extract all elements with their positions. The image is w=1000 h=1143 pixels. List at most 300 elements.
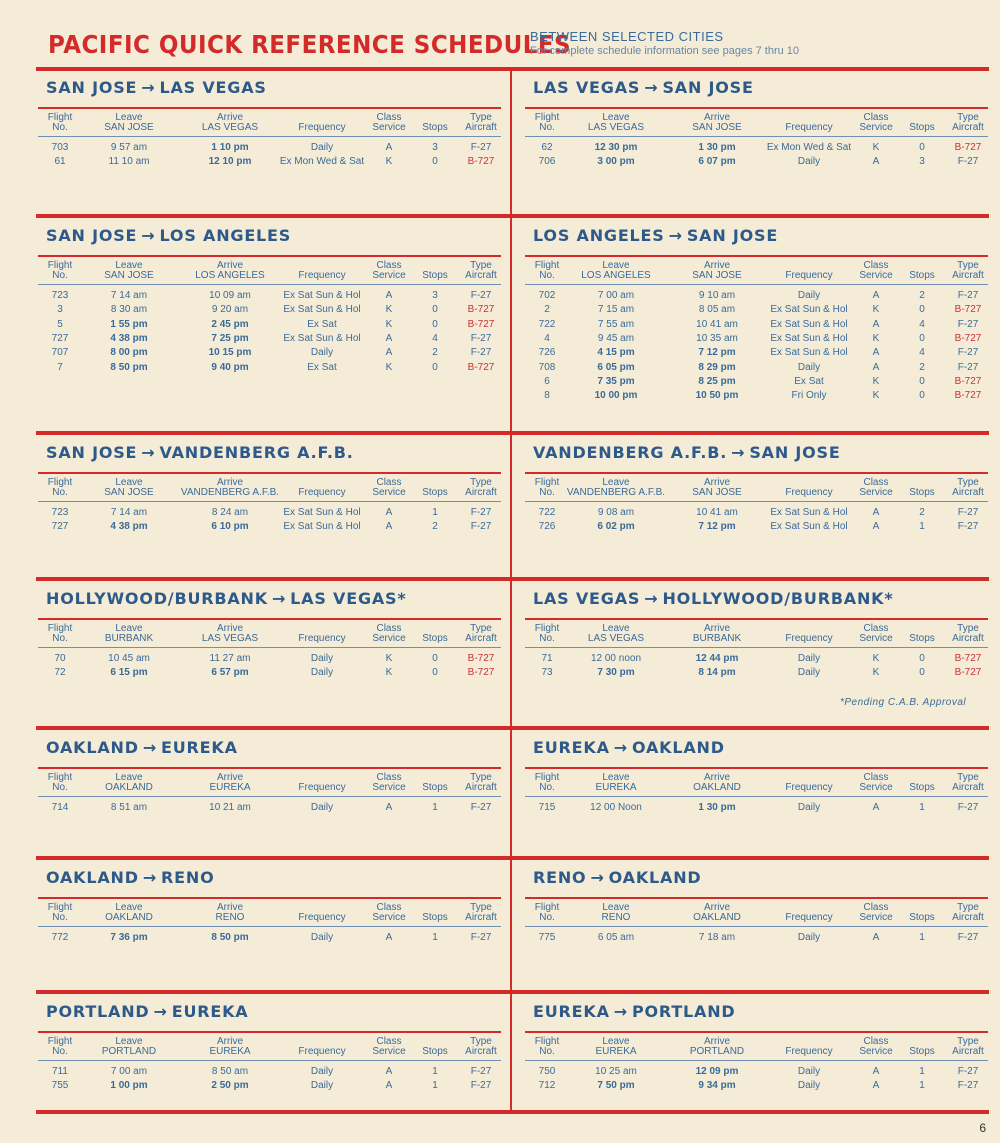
aircraft-type: B-727 bbox=[467, 653, 495, 664]
frequency: Ex Sat Sun & Hol bbox=[283, 290, 361, 301]
col-header-class: Class bbox=[376, 477, 402, 488]
col-header-frequency: Frequency bbox=[785, 912, 833, 923]
col-header-type: Type bbox=[470, 260, 492, 271]
arrive-time: 1 30 pm bbox=[698, 142, 736, 153]
col-header-frequency: Frequency bbox=[298, 487, 346, 498]
route-arrow-icon: → bbox=[141, 78, 156, 97]
frequency: Daily bbox=[797, 1080, 821, 1092]
frequency: Ex Sat Sun & Hol bbox=[283, 304, 361, 316]
stops: 0 bbox=[919, 667, 925, 679]
leave-time: 7 55 am bbox=[597, 318, 635, 330]
col-header-stops: Stops bbox=[909, 122, 935, 133]
frequency: Daily bbox=[310, 1080, 334, 1092]
frequency: Ex Sat bbox=[307, 318, 337, 330]
col-header-stops: Stops bbox=[422, 487, 448, 498]
route-destination: SAN JOSE bbox=[749, 443, 841, 462]
arrive-time: 6 10 pm bbox=[211, 521, 249, 533]
flight-number: 711 bbox=[52, 1066, 68, 1077]
stops: 0 bbox=[919, 390, 925, 402]
col-header-arrive-city: SAN JOSE bbox=[692, 122, 742, 133]
route-arrow-icon: → bbox=[731, 443, 746, 462]
col-header-leave-city: LAS VEGAS bbox=[587, 633, 645, 644]
route-destination: VANDENBERG A.F.B. bbox=[159, 443, 354, 462]
route-destination: LAS VEGAS bbox=[159, 78, 267, 97]
route-arrow-icon: → bbox=[668, 226, 683, 245]
arrive-time: 2 45 pm bbox=[211, 318, 249, 330]
class-service: K bbox=[385, 304, 393, 316]
arrive-time: 9 40 pm bbox=[211, 361, 249, 373]
frequency: Ex Mon Wed & Sat bbox=[766, 142, 852, 153]
col-header-arrive-city: LAS VEGAS bbox=[201, 122, 259, 133]
leave-time: 6 02 pm bbox=[597, 521, 635, 533]
arrive-time: 8 29 pm bbox=[698, 361, 736, 373]
arrive-time: 8 05 am bbox=[698, 304, 736, 316]
col-header-stops: Stops bbox=[909, 912, 935, 923]
flight-number: 772 bbox=[51, 932, 69, 943]
arrive-time: 12 10 pm bbox=[208, 156, 252, 168]
route-destination: EUREKA bbox=[161, 738, 238, 757]
route-destination: HOLLYWOOD/BURBANK* bbox=[662, 589, 894, 608]
frequency: Daily bbox=[310, 1066, 334, 1077]
col-header-leave: Leave bbox=[115, 477, 143, 488]
aircraft-type: F-27 bbox=[957, 361, 979, 373]
arrive-time: 8 14 pm bbox=[698, 667, 736, 679]
col-header-leave: Leave bbox=[602, 260, 630, 271]
pending-note: *Pending C.A.B. Approval bbox=[840, 697, 967, 708]
col-header-type: Aircraft bbox=[465, 1046, 497, 1057]
arrive-time: 10 09 am bbox=[209, 290, 251, 301]
frequency: Fri Only bbox=[791, 390, 827, 402]
flight-number: 755 bbox=[51, 1080, 69, 1092]
col-header-class: Class bbox=[376, 772, 402, 783]
col-header-class: Service bbox=[859, 912, 893, 923]
arrive-time: 11 27 am bbox=[209, 653, 251, 664]
column-rule bbox=[38, 926, 501, 927]
route-origin: EUREKA bbox=[533, 1002, 610, 1021]
leave-time: 1 00 pm bbox=[110, 1080, 148, 1092]
frequency: Daily bbox=[310, 802, 334, 813]
col-header-type: Aircraft bbox=[465, 487, 497, 498]
col-header-flight: Flight bbox=[47, 902, 73, 913]
col-header-leave: Leave bbox=[115, 1036, 143, 1047]
aircraft-type: F-27 bbox=[470, 1080, 492, 1092]
col-header-arrive: Arrive bbox=[216, 477, 244, 488]
route-arrow-icon: → bbox=[644, 589, 659, 608]
stops: 0 bbox=[919, 304, 925, 316]
col-header-type: Type bbox=[470, 477, 492, 488]
arrive-time: 6 07 pm bbox=[698, 156, 736, 168]
flight-number: 726 bbox=[538, 347, 556, 359]
col-header-flight: No. bbox=[539, 270, 555, 281]
leave-time: 4 38 pm bbox=[110, 332, 148, 344]
flight-number: 703 bbox=[51, 142, 69, 153]
leave-time: 9 45 am bbox=[597, 332, 635, 344]
aircraft-type: F-27 bbox=[470, 507, 492, 518]
col-header-type: Aircraft bbox=[465, 270, 497, 281]
col-header-frequency: Frequency bbox=[785, 633, 833, 644]
col-header-type: Aircraft bbox=[465, 633, 497, 644]
col-header-leave: Leave bbox=[602, 772, 630, 783]
class-service: A bbox=[385, 802, 393, 813]
leave-time: 6 05 am bbox=[597, 932, 635, 943]
col-header-flight: Flight bbox=[47, 477, 73, 488]
frequency: Ex Sat Sun & Hol bbox=[770, 318, 848, 330]
col-header-class: Service bbox=[859, 633, 893, 644]
aircraft-type: F-27 bbox=[957, 347, 979, 359]
col-header-frequency: Frequency bbox=[298, 122, 346, 133]
flight-number: 2 bbox=[544, 304, 550, 316]
col-header-type: Aircraft bbox=[952, 122, 984, 133]
col-header-flight: No. bbox=[539, 633, 555, 644]
col-header-stops: Stops bbox=[909, 782, 935, 793]
col-header-flight: Flight bbox=[534, 902, 560, 913]
route-title bbox=[46, 443, 354, 462]
frequency: Ex Sat Sun & Hol bbox=[283, 521, 361, 533]
column-rule bbox=[525, 647, 988, 648]
stops: 1 bbox=[432, 802, 438, 813]
column-rule bbox=[38, 284, 501, 285]
leave-time: 10 45 am bbox=[108, 653, 150, 664]
col-header-leave: Leave bbox=[115, 772, 143, 783]
arrive-time: 12 44 pm bbox=[695, 653, 739, 664]
aircraft-type: F-27 bbox=[470, 521, 492, 533]
leave-time: 7 00 am bbox=[110, 1066, 148, 1077]
route-origin: LAS VEGAS bbox=[533, 589, 641, 608]
route-arrow-icon: → bbox=[142, 868, 158, 887]
aircraft-type: B-727 bbox=[954, 332, 982, 344]
header-rule bbox=[38, 472, 501, 474]
class-service: A bbox=[872, 361, 880, 373]
column-rule bbox=[525, 796, 988, 797]
flight-number: 722 bbox=[538, 318, 556, 330]
route-arrow-icon: → bbox=[141, 226, 156, 245]
header-rule bbox=[38, 767, 501, 769]
flight-number: 61 bbox=[54, 156, 66, 168]
aircraft-type: F-27 bbox=[957, 932, 979, 943]
stops: 2 bbox=[432, 347, 438, 359]
class-service: K bbox=[385, 653, 393, 664]
header-rule bbox=[38, 897, 501, 899]
col-header-stops: Stops bbox=[422, 633, 448, 644]
column-rule bbox=[38, 647, 501, 648]
section-divider bbox=[36, 577, 989, 581]
frequency: Ex Sat Sun & Hol bbox=[770, 347, 848, 359]
col-header-type: Aircraft bbox=[952, 782, 984, 793]
col-header-stops: Stops bbox=[422, 782, 448, 793]
header-rule bbox=[38, 618, 501, 620]
stops: 0 bbox=[432, 653, 438, 664]
col-header-arrive: Arrive bbox=[216, 772, 244, 783]
col-header-type: Type bbox=[470, 902, 492, 913]
route-title bbox=[533, 868, 701, 887]
stops: 1 bbox=[919, 521, 925, 533]
route-origin: OAKLAND bbox=[46, 868, 139, 887]
col-header-flight: No. bbox=[52, 270, 68, 281]
col-header-type: Type bbox=[957, 623, 979, 634]
section-divider bbox=[36, 431, 989, 435]
aircraft-type: B-727 bbox=[467, 156, 495, 168]
stops: 2 bbox=[432, 521, 438, 533]
col-header-frequency: Frequency bbox=[298, 633, 346, 644]
frequency: Daily bbox=[797, 653, 821, 664]
arrive-time: 10 41 am bbox=[696, 318, 738, 330]
header-rule bbox=[38, 255, 501, 257]
flight-number: 71 bbox=[541, 653, 553, 664]
col-header-type: Aircraft bbox=[952, 633, 984, 644]
col-header-frequency: Frequency bbox=[785, 782, 833, 793]
class-service: A bbox=[385, 932, 393, 943]
leave-time: 9 08 am bbox=[597, 507, 635, 518]
leave-time: 4 15 pm bbox=[597, 347, 635, 359]
leave-time: 3 00 pm bbox=[597, 156, 635, 168]
route-origin: EUREKA bbox=[533, 738, 610, 757]
stops: 1 bbox=[432, 1080, 438, 1092]
flight-number: 723 bbox=[51, 507, 69, 518]
flight-number: 775 bbox=[538, 932, 556, 943]
col-header-leave: Leave bbox=[115, 112, 143, 123]
col-header-leave: Leave bbox=[115, 623, 143, 634]
section-divider bbox=[36, 990, 989, 994]
class-service: A bbox=[872, 347, 880, 359]
col-header-class: Class bbox=[863, 477, 889, 488]
leave-time: 4 38 pm bbox=[110, 521, 148, 533]
route-title bbox=[46, 868, 214, 887]
col-header-frequency: Frequency bbox=[298, 782, 346, 793]
column-rule bbox=[38, 796, 501, 797]
leave-time: 7 15 am bbox=[597, 304, 635, 316]
class-service: K bbox=[385, 361, 393, 373]
aircraft-type: F-27 bbox=[957, 156, 979, 168]
col-header-leave: Leave bbox=[602, 112, 630, 123]
col-header-arrive: Arrive bbox=[703, 1036, 731, 1047]
class-service: A bbox=[872, 932, 880, 943]
flight-number: 750 bbox=[538, 1066, 556, 1077]
class-service: K bbox=[872, 375, 880, 387]
leave-time: 8 51 am bbox=[110, 802, 148, 813]
leave-time: 7 00 am bbox=[597, 290, 635, 301]
frequency: Ex Sat Sun & Hol bbox=[770, 521, 848, 533]
col-header-stops: Stops bbox=[909, 270, 935, 281]
aircraft-type: B-727 bbox=[954, 653, 982, 664]
col-header-arrive: Arrive bbox=[703, 902, 731, 913]
column-rule bbox=[525, 136, 988, 137]
route-title bbox=[46, 738, 238, 757]
col-header-flight: Flight bbox=[534, 623, 560, 634]
route-arrow-icon: → bbox=[644, 78, 659, 97]
col-header-leave: Leave bbox=[602, 902, 630, 913]
col-header-stops: Stops bbox=[422, 122, 448, 133]
col-header-class: Service bbox=[859, 782, 893, 793]
column-rule bbox=[525, 1060, 988, 1061]
header-rule bbox=[525, 255, 988, 257]
route-destination: EUREKA bbox=[171, 1002, 249, 1021]
arrive-time: 9 20 am bbox=[211, 304, 249, 316]
route-origin: SAN JOSE bbox=[46, 443, 138, 462]
arrive-time: 7 12 pm bbox=[698, 347, 736, 359]
col-header-flight: Flight bbox=[47, 1036, 73, 1047]
col-header-flight: No. bbox=[52, 122, 68, 133]
col-header-flight: No. bbox=[539, 487, 555, 498]
aircraft-type: F-27 bbox=[957, 1080, 979, 1092]
aircraft-type: B-727 bbox=[954, 390, 982, 402]
stops: 4 bbox=[919, 318, 925, 330]
col-header-class: Class bbox=[376, 260, 402, 271]
route-arrow-icon: → bbox=[590, 868, 605, 887]
column-rule bbox=[525, 284, 988, 285]
route-origin: HOLLYWOOD/BURBANK bbox=[46, 589, 268, 608]
route-title bbox=[46, 78, 267, 97]
col-header-arrive-city: BURBANK bbox=[692, 633, 742, 644]
col-header-leave-city: SAN JOSE bbox=[104, 122, 154, 133]
stops: 1 bbox=[432, 507, 438, 518]
arrive-time: 8 50 pm bbox=[211, 932, 249, 943]
route-origin: SAN JOSE bbox=[46, 78, 138, 97]
flight-number: 70 bbox=[54, 653, 66, 664]
col-header-arrive-city: LOS ANGELES bbox=[195, 270, 265, 281]
flight-number: 72 bbox=[54, 667, 66, 679]
frequency: Daily bbox=[797, 156, 821, 168]
stops: 3 bbox=[432, 290, 438, 301]
col-header-leave: Leave bbox=[115, 902, 143, 913]
col-header-flight: Flight bbox=[47, 260, 73, 271]
class-service: K bbox=[872, 653, 880, 664]
col-header-arrive-city: SAN JOSE bbox=[692, 270, 742, 281]
leave-time: 12 30 pm bbox=[594, 142, 638, 153]
aircraft-type: F-27 bbox=[957, 290, 979, 301]
col-header-frequency: Frequency bbox=[785, 487, 833, 498]
frequency: Ex Sat Sun & Hol bbox=[770, 332, 848, 344]
aircraft-type: F-27 bbox=[957, 521, 979, 533]
col-header-type: Type bbox=[957, 260, 979, 271]
class-service: A bbox=[385, 332, 393, 344]
col-header-frequency: Frequency bbox=[785, 1046, 833, 1057]
stops: 1 bbox=[919, 802, 925, 813]
leave-time: 8 00 pm bbox=[110, 347, 148, 359]
stops: 3 bbox=[432, 142, 438, 153]
stops: 0 bbox=[432, 361, 438, 373]
col-header-arrive-city: PORTLAND bbox=[689, 1046, 745, 1057]
header-rule bbox=[525, 767, 988, 769]
col-header-frequency: Frequency bbox=[785, 122, 833, 133]
col-header-stops: Stops bbox=[422, 270, 448, 281]
col-header-class: Class bbox=[863, 902, 889, 913]
class-service: A bbox=[872, 521, 880, 533]
col-header-leave-city: VANDENBERG A.F.B. bbox=[566, 487, 666, 498]
leave-time: 11 10 am bbox=[108, 156, 150, 168]
aircraft-type: B-727 bbox=[954, 375, 982, 387]
page-subtitle: BETWEEN SELECTED CITIES bbox=[530, 29, 724, 44]
stops: 4 bbox=[919, 347, 925, 359]
col-header-type: Aircraft bbox=[465, 912, 497, 923]
col-header-frequency: Frequency bbox=[298, 270, 346, 281]
flight-number: 723 bbox=[51, 290, 69, 301]
route-arrow-icon: → bbox=[613, 738, 628, 757]
frequency: Daily bbox=[797, 1066, 821, 1077]
route-origin: OAKLAND bbox=[46, 738, 139, 757]
col-header-type: Aircraft bbox=[952, 1046, 984, 1057]
column-rule bbox=[38, 501, 501, 502]
route-origin: PORTLAND bbox=[46, 1002, 150, 1021]
flight-number: 722 bbox=[538, 507, 556, 518]
arrive-time: 12 09 pm bbox=[695, 1066, 739, 1077]
flight-number: 706 bbox=[538, 156, 556, 168]
aircraft-type: F-27 bbox=[470, 347, 492, 359]
col-header-leave-city: OAKLAND bbox=[105, 912, 153, 923]
frequency: Ex Sat Sun & Hol bbox=[770, 507, 848, 518]
frequency: Daily bbox=[797, 667, 821, 679]
leave-time: 10 00 pm bbox=[594, 390, 638, 402]
aircraft-type: F-27 bbox=[957, 318, 979, 330]
col-header-leave: Leave bbox=[602, 477, 630, 488]
col-header-leave-city: EUREKA bbox=[595, 782, 637, 793]
col-header-flight: No. bbox=[52, 1046, 68, 1057]
route-origin: VANDENBERG A.F.B. bbox=[533, 443, 728, 462]
col-header-type: Aircraft bbox=[952, 270, 984, 281]
route-arrow-icon: → bbox=[142, 738, 158, 757]
leave-time: 7 30 pm bbox=[597, 667, 635, 679]
class-service: K bbox=[385, 318, 393, 330]
route-arrow-icon: → bbox=[153, 1002, 168, 1021]
col-header-leave: Leave bbox=[602, 623, 630, 634]
flight-number: 727 bbox=[51, 521, 69, 533]
route-title bbox=[533, 226, 778, 245]
col-header-leave-city: OAKLAND bbox=[105, 782, 153, 793]
aircraft-type: B-727 bbox=[954, 667, 982, 679]
page-title: PACIFIC QUICK REFERENCE SCHEDULES bbox=[48, 30, 572, 59]
col-header-stops: Stops bbox=[909, 633, 935, 644]
center-divider bbox=[510, 67, 512, 1113]
col-header-leave-city: LOS ANGELES bbox=[581, 270, 651, 281]
flight-number: 73 bbox=[541, 667, 553, 679]
section-divider bbox=[36, 1110, 989, 1114]
frequency: Daily bbox=[310, 667, 334, 679]
col-header-flight: Flight bbox=[534, 260, 560, 271]
stops: 0 bbox=[919, 142, 925, 153]
route-destination: LAS VEGAS* bbox=[290, 589, 407, 608]
stops: 2 bbox=[919, 361, 925, 373]
col-header-arrive: Arrive bbox=[216, 902, 244, 913]
col-header-leave-city: LAS VEGAS bbox=[587, 122, 645, 133]
aircraft-type: F-27 bbox=[470, 1066, 492, 1077]
col-header-arrive: Arrive bbox=[703, 260, 731, 271]
aircraft-type: B-727 bbox=[954, 142, 982, 153]
column-rule bbox=[525, 501, 988, 502]
col-header-type: Type bbox=[470, 112, 492, 123]
col-header-arrive-city: LAS VEGAS bbox=[201, 633, 259, 644]
flight-number: 7 bbox=[57, 361, 63, 373]
class-service: K bbox=[385, 667, 393, 679]
header-rule bbox=[525, 897, 988, 899]
class-service: A bbox=[872, 802, 880, 813]
frequency: Daily bbox=[797, 802, 821, 813]
col-header-class: Service bbox=[372, 1046, 406, 1057]
col-header-class: Class bbox=[863, 772, 889, 783]
route-title bbox=[533, 443, 841, 462]
col-header-class: Service bbox=[859, 270, 893, 281]
class-service: K bbox=[385, 156, 393, 168]
stops: 0 bbox=[919, 653, 925, 664]
class-service: A bbox=[872, 156, 880, 168]
route-arrow-icon: → bbox=[613, 1002, 628, 1021]
route-title bbox=[46, 589, 407, 608]
frequency: Daily bbox=[797, 290, 821, 301]
col-header-frequency: Frequency bbox=[298, 1046, 346, 1057]
col-header-type: Type bbox=[957, 112, 979, 123]
leave-time: 7 14 am bbox=[110, 290, 148, 301]
flight-number: 4 bbox=[544, 332, 550, 344]
col-header-arrive: Arrive bbox=[216, 623, 244, 634]
col-header-class: Class bbox=[863, 1036, 889, 1047]
